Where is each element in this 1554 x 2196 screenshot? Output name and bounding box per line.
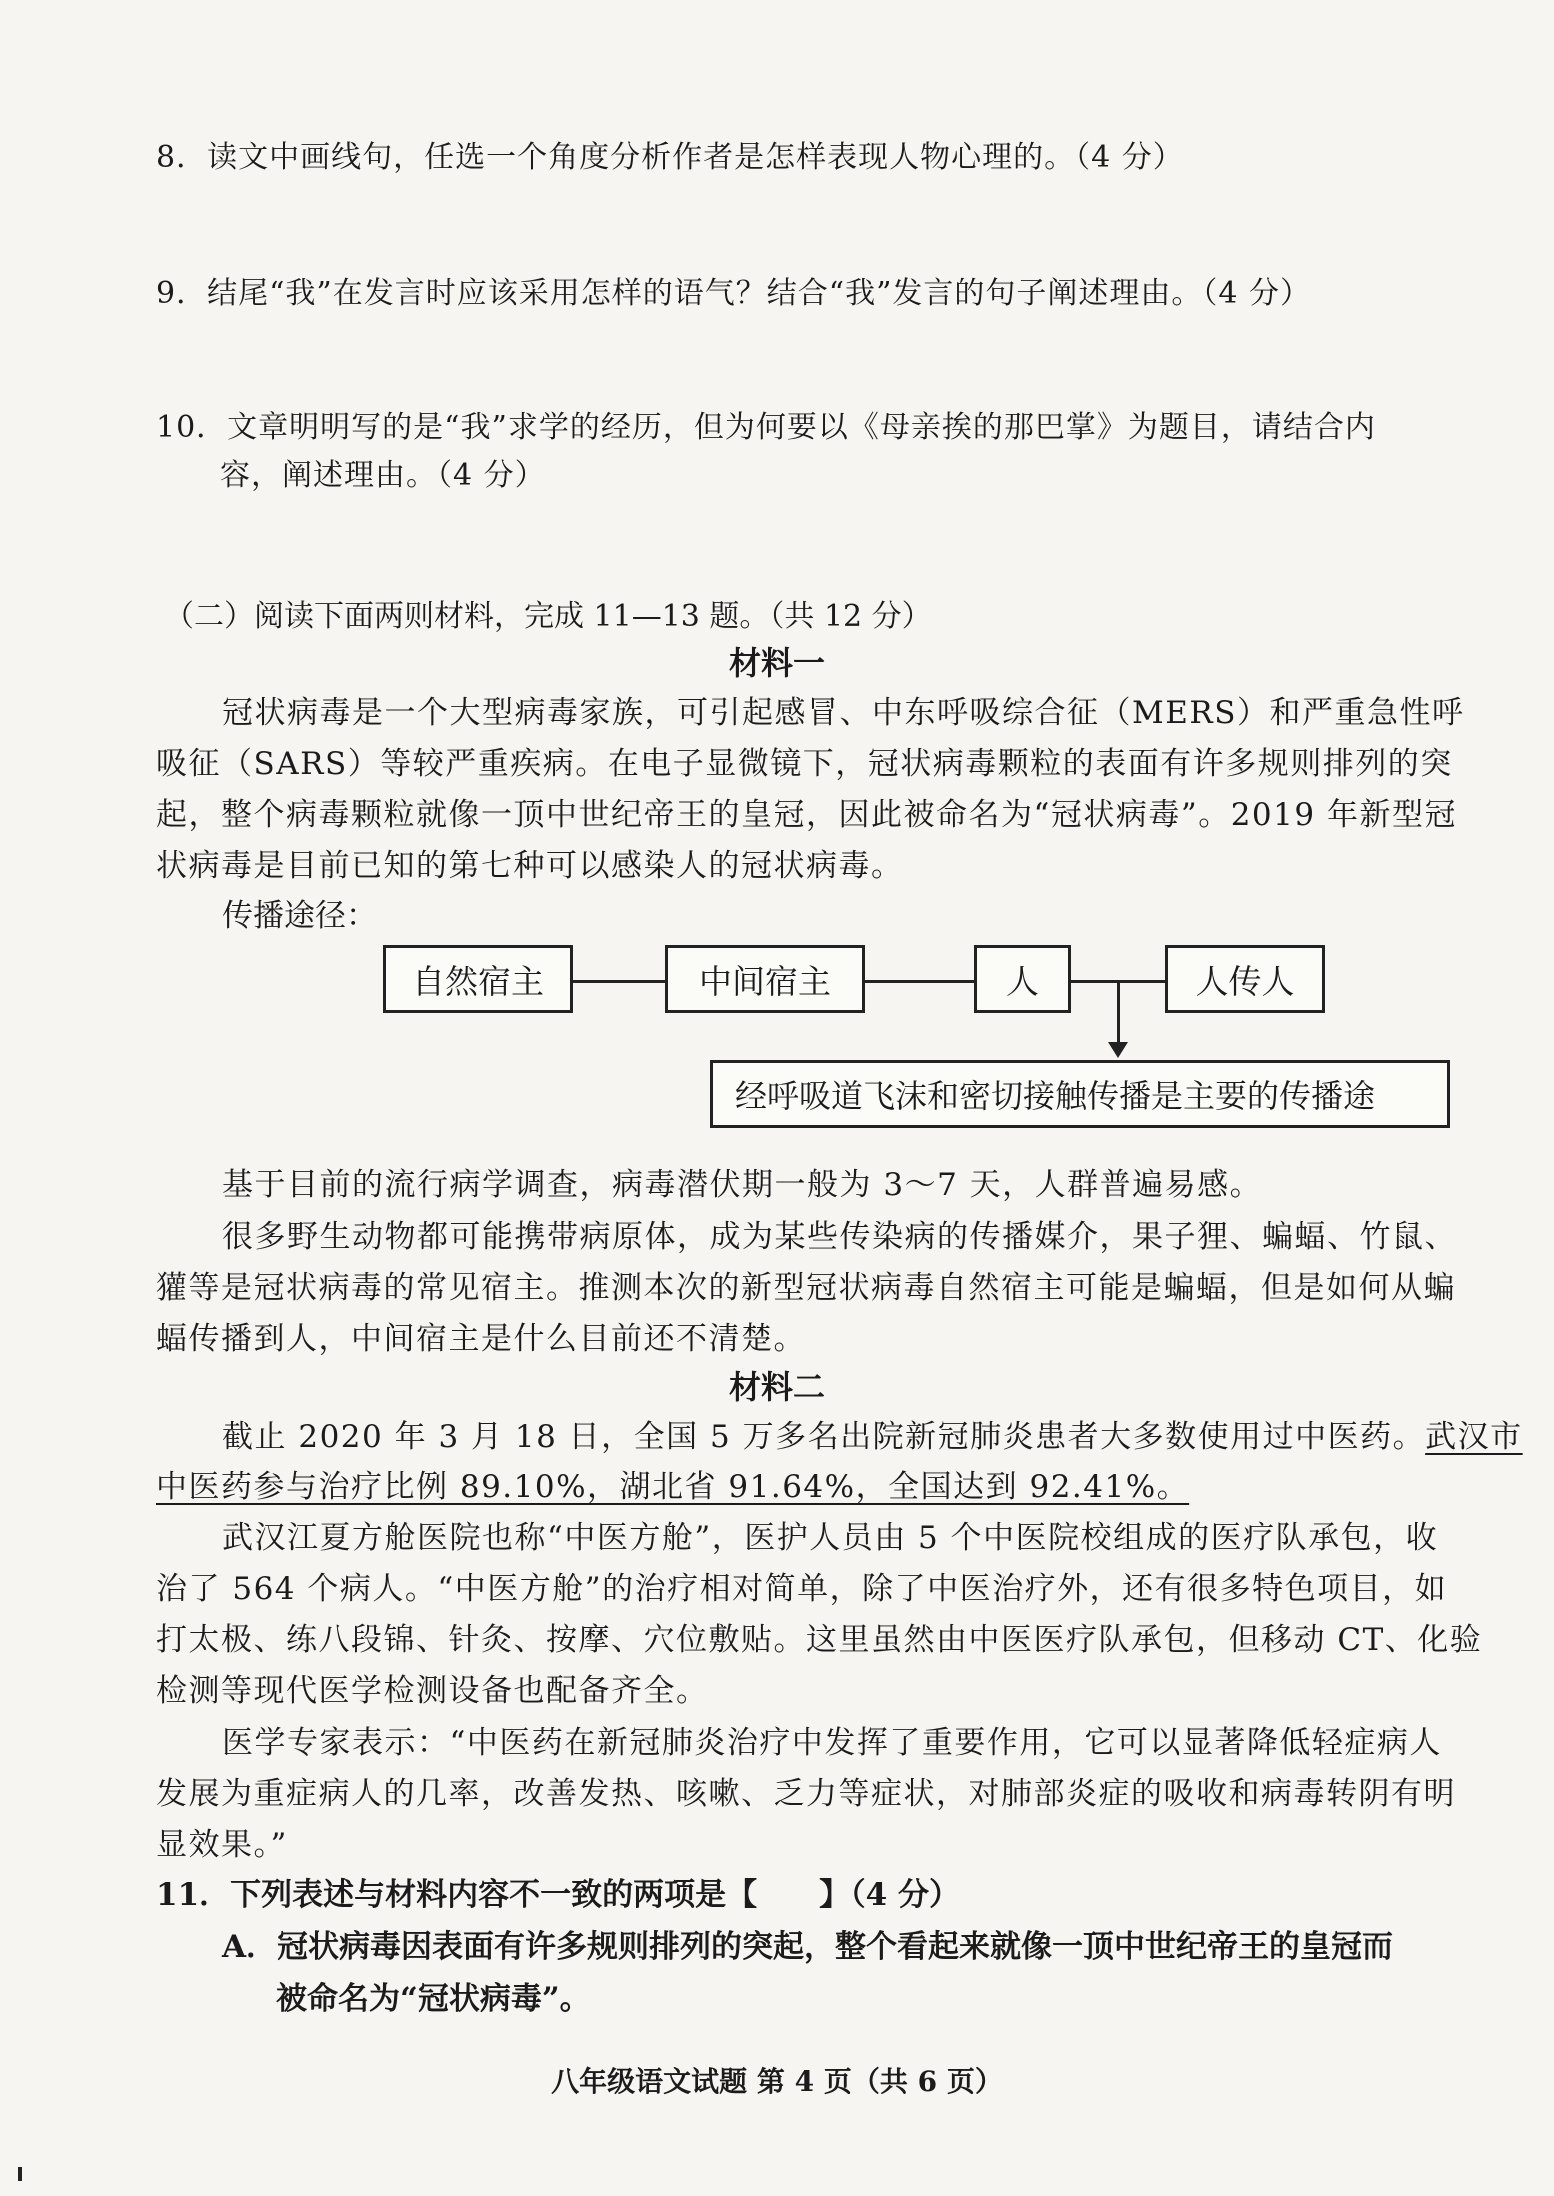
question-10-line-2: 容，阐述理由。（4 分） [220, 458, 546, 493]
diagram-box-main-route: 经呼吸道飞沫和密切接触传播是主要的传播途 [710, 1060, 1450, 1128]
arrow-down-icon [1108, 1042, 1128, 1058]
material-1-paragraph-1: 状病毒是目前已知的第七种可以感染人的冠状病毒。 [156, 848, 904, 884]
material-2-paragraph-1 [156, 1464, 1496, 1510]
material-1-paragraph-1: 起，整个病毒颗粒就像一顶中世纪帝王的皇冠，因此被命名为“冠状病毒”。2019 年新型冠 [156, 797, 1457, 833]
question-10-line-1: 10．文章明明写的是“我”求学的经历，但为何要以《母亲挨的那巴掌》为题目，请结合内 [156, 410, 1376, 445]
material-1-title: 材料一 [728, 644, 825, 682]
question-8: 8．读文中画线句，任选一个角度分析作者是怎样表现人物心理的。（4 分） [156, 140, 1184, 175]
underlined-text: 中医药参与治疗比例 89.10%，湖北省 91.64%，全国达到 92.41%。 [156, 1469, 1190, 1505]
transmission-route-label: 传播途径： [222, 898, 377, 934]
material-2-paragraph-1-text: 截止 2020 年 3 月 18 日，全国 5 万多名出院新冠肺炎患者大多数使用过中医药。 [222, 1419, 1426, 1455]
question-11-stem: 11．下列表述与材料内容不一致的两项是【 】（4 分） [156, 1877, 960, 1913]
underlined-text: 武汉市 [1425, 1419, 1523, 1455]
material-1-paragraph-3: 很多野生动物都可能携带病原体，成为某些传染病的传播媒介，果子狸、蝙蝠、竹鼠、 [222, 1219, 1457, 1255]
material-2-paragraph-2: 武汉江夏方舱医院也称“中医方舱”，医护人员由 5 个中医院校组成的医疗队承包，收 [222, 1520, 1439, 1556]
material-1-paragraph-1: 冠状病毒是一个大型病毒家族，可引起感冒、中东呼吸综合征（MERS）和严重急性呼 [222, 695, 1465, 731]
material-2-paragraph-2: 打太极、练八段锦、针灸、按摩、穴位敷贴。这里虽然由中医医疗队承包，但移动 CT、化验 [156, 1622, 1483, 1658]
diagram-arrow-shaft [1117, 982, 1120, 1044]
diagram-box-intermediate-host: 中间宿主 [665, 945, 865, 1013]
material-1-paragraph-2: 基于目前的流行病学调查，病毒潜伏期一般为 3～7 天，人群普遍易感。 [222, 1167, 1263, 1203]
page-footer: 八年级语文试题 第 4 页（共 6 页） [551, 2065, 1003, 2098]
diagram-connector [573, 980, 665, 983]
material-2-paragraph-3: 医学专家表示：“中医药在新冠肺炎治疗中发挥了重要作用，它可以显著降低轻症病人 [222, 1725, 1442, 1761]
material-2-paragraph-1 [222, 1414, 1554, 1460]
question-9: 9．结尾“我”在发言时应该采用怎样的语气？结合“我”发言的句子阐述理由。（4 分） [156, 276, 1312, 311]
diagram-box-human-to-human: 人传人 [1165, 945, 1325, 1013]
diagram-box-human: 人 [974, 945, 1071, 1013]
diagram-connector [865, 980, 974, 983]
material-2-paragraph-2: 检测等现代医学检测设备也配备齐全。 [156, 1673, 709, 1709]
material-1-paragraph-3: 蝠传播到人，中间宿主是什么目前还不清楚。 [156, 1321, 806, 1357]
material-2-paragraph-3: 发展为重症病人的几率，改善发热、咳嗽、乏力等症状，对肺部炎症的吸收和病毒转阴有明 [156, 1776, 1456, 1812]
diagram-box-natural-host: 自然宿主 [383, 945, 573, 1013]
material-2-paragraph-2: 治了 564 个病人。“中医方舱”的治疗相对简单，除了中医治疗外，还有很多特色项目，如 [156, 1571, 1448, 1607]
section-2-heading: （二）阅读下面两则材料，完成 11—13 题。（共 12 分） [164, 599, 932, 634]
question-11-option-a: A．冠状病毒因表面有许多规则排列的突起，整个看起来就像一顶中世纪帝王的皇冠而 [222, 1929, 1394, 1965]
material-2-paragraph-3: 显效果。” [156, 1827, 288, 1863]
material-2-title: 材料二 [728, 1368, 825, 1406]
scan-mark [18, 2167, 22, 2181]
material-1-paragraph-1: 吸征（SARS）等较严重疾病。在电子显微镜下，冠状病毒颗粒的表面有许多规则排列的突 [156, 746, 1453, 782]
material-1-paragraph-3: 獾等是冠状病毒的常见宿主。推测本次的新型冠状病毒自然宿主可能是蝙蝠，但是如何从蝙 [156, 1270, 1456, 1306]
question-11-option-a: 被命名为“冠状病毒”。 [276, 1981, 591, 2017]
